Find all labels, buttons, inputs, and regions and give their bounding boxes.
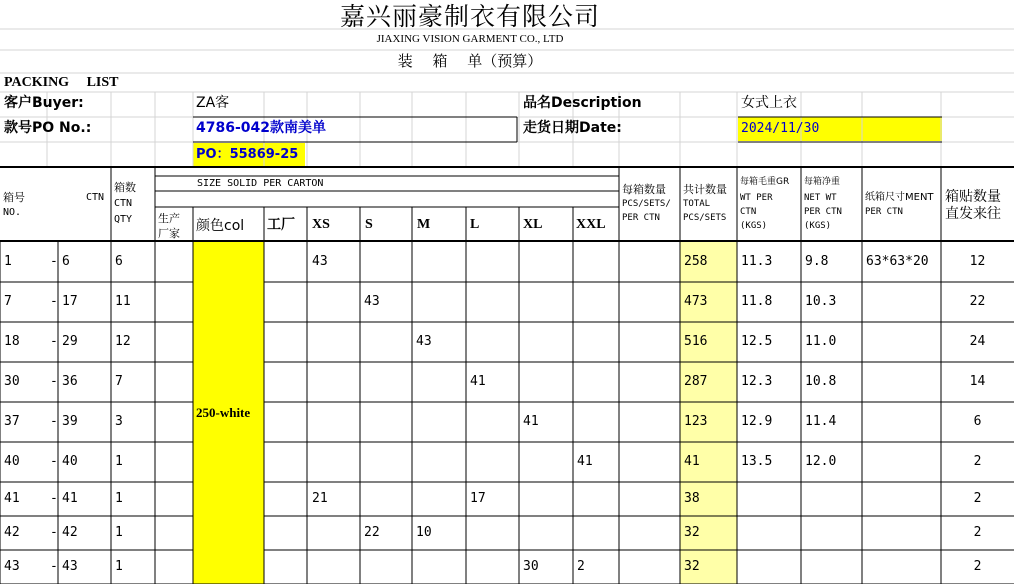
total-qty: 32 <box>684 559 700 574</box>
size-header-xs: XS <box>312 217 330 232</box>
buyer-value: ZA客 <box>196 95 230 111</box>
box-to: 40 <box>62 454 78 469</box>
total-qty: 32 <box>684 525 700 540</box>
header-gw-1: 每箱毛重GR <box>740 177 790 187</box>
total-qty: 41 <box>684 454 700 469</box>
header-ctn-qty-2: CTN <box>114 198 133 209</box>
date-label: 走货日期Date: <box>523 120 622 136</box>
header-nw-2: NET WT <box>804 193 837 203</box>
ctn-qty: 1 <box>115 559 123 574</box>
po-value: PO：55869-25 <box>196 147 299 162</box>
header-nw-3: PER CTN <box>804 207 842 217</box>
ctn-qty: 3 <box>115 414 123 429</box>
company-name-cn: 嘉兴丽豪制衣有限公司 <box>339 2 600 31</box>
box-from: 42 <box>4 525 20 540</box>
header-gw-3: CTN <box>740 207 757 217</box>
net-weight: 10.3 <box>805 294 837 309</box>
net-weight: 12.0 <box>805 454 837 469</box>
total-qty: 287 <box>684 374 708 389</box>
box-dash: - <box>50 374 58 389</box>
box-dash: - <box>50 254 58 269</box>
ctn-qty: 12 <box>115 334 131 349</box>
header-ctn-qty-1: 箱数 <box>114 181 136 194</box>
company-name-en: JIAXING VISION GARMENT CO., LTD <box>376 33 564 45</box>
box-dash: - <box>50 454 58 469</box>
header-gw-4: (KGS) <box>740 221 768 231</box>
header-total-3: PCS/SETS <box>683 213 727 223</box>
ctn-qty: 6 <box>115 254 123 269</box>
header-total-1: 共计数量 <box>683 183 727 196</box>
document-title: 装 箱 单（预算） <box>397 52 543 70</box>
box-from: 7 <box>4 294 12 309</box>
description-label: 品名Description <box>523 95 642 111</box>
box-dash: - <box>50 491 58 506</box>
box-to: 6 <box>62 254 70 269</box>
description-value: 女式上衣 <box>741 95 797 111</box>
total-qty: 258 <box>684 254 708 269</box>
header-nw-4: (KGS) <box>804 221 832 231</box>
style-label: 款号PO No.: <box>4 120 92 136</box>
label-count: 24 <box>969 334 986 349</box>
carton-measure: 63*63*20 <box>866 254 929 269</box>
style-value: 4786-042款南美单 <box>196 120 326 136</box>
net-weight: 10.8 <box>805 374 837 389</box>
header-nw-1: 每箱净重 <box>804 177 841 187</box>
size-xxl: 41 <box>577 454 593 469</box>
gross-weight: 13.5 <box>741 454 773 469</box>
gross-weight: 11.8 <box>741 294 773 309</box>
header-gongchang: 工厂 <box>267 217 295 233</box>
box-to: 39 <box>62 414 78 429</box>
label-count: 2 <box>973 525 982 540</box>
label-count: 2 <box>973 491 982 506</box>
header-per-ctn-2: PCS/SETS/ <box>622 199 671 209</box>
size-s: 43 <box>364 294 380 309</box>
box-to: 17 <box>62 294 78 309</box>
label-count: 2 <box>973 454 982 469</box>
header-labels-1: 箱贴数量 <box>945 189 1001 205</box>
gross-weight: 12.9 <box>741 414 773 429</box>
header-color: 颜色col <box>196 218 245 234</box>
label-count: 6 <box>973 414 982 429</box>
ctn-qty: 1 <box>115 491 123 506</box>
box-dash: - <box>50 559 58 574</box>
header-ctn-qty-3: QTY <box>114 214 133 225</box>
ctn-qty: 1 <box>115 525 123 540</box>
size-header-s: S <box>365 217 373 232</box>
header-factory-1: 生产 <box>158 212 180 225</box>
net-weight: 11.4 <box>805 414 837 429</box>
total-qty: 123 <box>684 414 708 429</box>
size-header-xxl: XXL <box>576 217 606 232</box>
box-from: 40 <box>4 454 20 469</box>
header-labels-2: 直发来往 <box>945 206 1001 222</box>
size-header-m: M <box>417 217 431 232</box>
size-xs: 43 <box>312 254 328 269</box>
size-header-xl: XL <box>523 217 543 232</box>
box-from: 18 <box>4 334 20 349</box>
box-dash: - <box>50 334 58 349</box>
net-weight: 9.8 <box>805 254 829 269</box>
size-s: 22 <box>364 525 380 540</box>
header-factory-2: 厂家 <box>158 227 180 240</box>
gross-weight: 12.3 <box>741 374 773 389</box>
size-l: 17 <box>470 491 486 506</box>
date-value: 2024/11/30 <box>741 121 820 136</box>
box-dash: - <box>50 414 58 429</box>
box-to: 41 <box>62 491 78 506</box>
size-header-l: L <box>470 217 480 232</box>
net-weight: 11.0 <box>805 334 837 349</box>
box-from: 43 <box>4 559 20 574</box>
size-xxl: 2 <box>577 559 585 574</box>
box-dash: - <box>50 294 58 309</box>
box-dash: - <box>50 525 58 540</box>
box-to: 43 <box>62 559 78 574</box>
size-m: 10 <box>416 525 432 540</box>
ctn-qty: 11 <box>115 294 131 309</box>
box-from: 1 <box>4 254 12 269</box>
header-no: NO. <box>3 207 22 218</box>
header-meas-2: PER CTN <box>865 207 903 217</box>
label-count: 22 <box>969 294 986 309</box>
header-size-solid: SIZE SOLID PER CARTON <box>197 178 324 189</box>
gross-weight: 12.5 <box>741 334 773 349</box>
size-xl: 41 <box>523 414 539 429</box>
box-from: 41 <box>4 491 20 506</box>
total-qty: 38 <box>684 491 700 506</box>
gross-weight: 11.3 <box>741 254 773 269</box>
header-per-ctn-1: 每箱数量 <box>622 183 666 196</box>
color-value: 250-white <box>196 405 251 420</box>
header-meas-1: 纸箱尺寸MENT <box>865 192 934 203</box>
box-from: 37 <box>4 414 20 429</box>
size-l: 41 <box>470 374 486 389</box>
ctn-qty: 1 <box>115 454 123 469</box>
size-xl: 30 <box>523 559 539 574</box>
total-qty: 516 <box>684 334 708 349</box>
packing-list-label: PACKING LIST <box>4 75 119 90</box>
total-qty: 473 <box>684 294 708 309</box>
header-box-no: 箱号 <box>3 191 25 204</box>
box-from: 30 <box>4 374 20 389</box>
size-xs: 21 <box>312 491 328 506</box>
size-m: 43 <box>416 334 432 349</box>
buyer-label: 客户Buyer: <box>4 95 84 111</box>
header-ctn: CTN <box>86 192 105 203</box>
box-to: 36 <box>62 374 78 389</box>
header-gw-2: WT PER <box>740 193 773 203</box>
header-total-2: TOTAL <box>683 199 711 209</box>
label-count: 14 <box>969 374 986 389</box>
label-count: 2 <box>973 559 982 574</box>
box-to: 42 <box>62 525 78 540</box>
label-count: 12 <box>969 254 986 269</box>
ctn-qty: 7 <box>115 374 123 389</box>
header-per-ctn-3: PER CTN <box>622 213 660 223</box>
box-to: 29 <box>62 334 78 349</box>
